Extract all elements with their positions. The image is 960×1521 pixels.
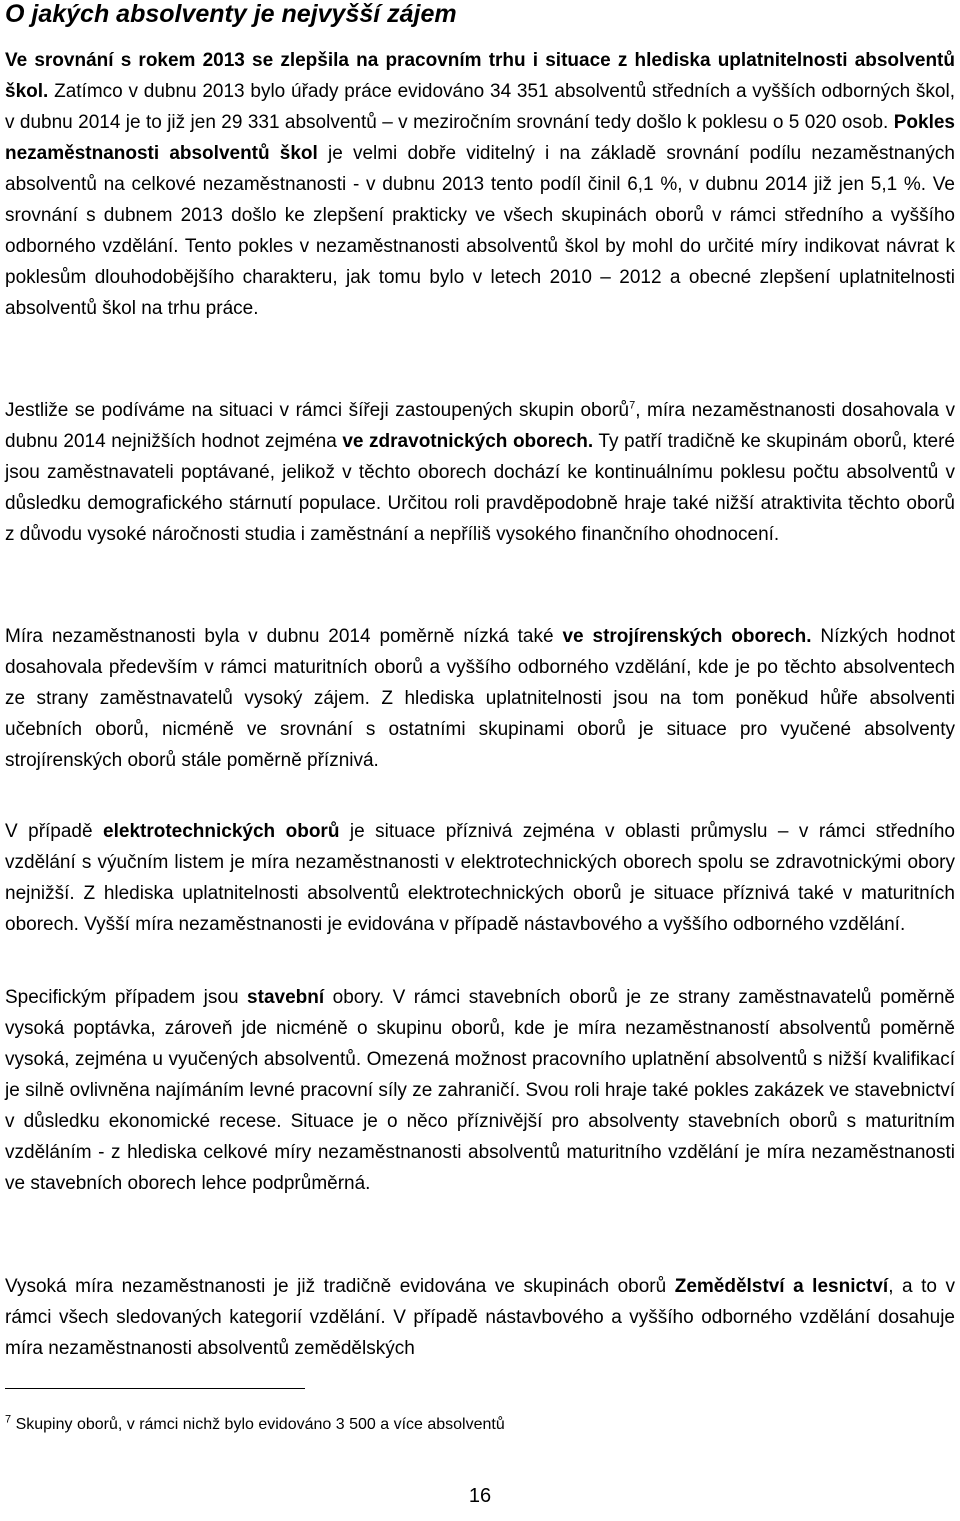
bold-text: ve strojírenských oborech. bbox=[562, 626, 812, 647]
paragraph-5 bbox=[5, 982, 955, 1199]
bold-text: Zemědělství a lesnictví bbox=[674, 1276, 889, 1297]
footnote-text: Skupiny oborů, v rámci nichž bylo evidováno 3 500 a více absolventů bbox=[11, 1416, 505, 1433]
bold-text: elektrotechnických oborů bbox=[103, 821, 340, 842]
paragraph-2 bbox=[5, 395, 955, 550]
text: je situace příznivá zejména v oblasti průmyslu – v rámci středního vzdělání s výučním listem je míra nezaměstnanosti v elektrotechnických oborech spolu se zdravotnickými obory nejnižší. Z hlediska uplatnitelnosti absolventů elektrotechnických oborů je situace příznivá také v maturitních oborech. Vyšší míra nezaměstnanosti je evidována v případě nástavbového a vyššího odborného vzdělání. bbox=[5, 821, 955, 935]
bold-text: Pokles nezaměstnanosti absolventů škol bbox=[5, 112, 955, 164]
text: Jestliže se podíváme na situaci v rámci šířeji zastoupených skupin oborů bbox=[5, 400, 630, 421]
footnote bbox=[5, 1414, 505, 1436]
paragraph-6 bbox=[5, 1271, 955, 1364]
text: V případě bbox=[5, 821, 104, 842]
page-number: 16 bbox=[468, 1485, 492, 1507]
bold-text: stavební bbox=[247, 987, 325, 1008]
text: je velmi dobře viditelný i na základě srovnání podílu nezaměstnaných absolventů na celkové nezaměstnanosti - v dubnu 2013 tento podíl činil 6,1 %, v dubnu 2014 již jen 5,1 %. Ve srovnání s dubnem 2013 došlo ke zlepšení prakticky ve všech skupinách oborů v rámci středního a vyššího odborného vzdělání. Tento pokles v nezaměstnanosti absolventů škol by mohl do určité míry indikovat návrat k poklesům dlouhodobějšího charakteru, jak tomu bylo v letech 2010 – 2012 a obecné zlepšení uplatnitelnosti absolventů škol na trhu práce. bbox=[5, 143, 955, 319]
footnote-reference[interactable]: 7 bbox=[629, 399, 636, 412]
footnote-divider bbox=[5, 1388, 305, 1389]
text: Nízkých hodnot dosahovala především v rámci maturitních oborů a vyššího odborného vzdělání, kde je po těchto absolventech ze strany zaměstnavatelů vysoký zájem. Z hlediska uplatnitelnosti jsou na tom poněkud hůře absolventi učebních oborů, nicméně ve srovnání s ostatními skupinami oborů je situace pro vyučené absolventy strojírenských oborů stále poměrně příznivá. bbox=[5, 626, 955, 771]
bold-text: ve zdravotnických oborech. bbox=[342, 431, 594, 452]
text: , a to v rámci všech sledovaných kategorií vzdělání. V případě nástavbového a vyššího odborného vzdělání dosahuje míra nezaměstnanosti absolventů zemědělských bbox=[5, 1276, 955, 1359]
text: obory. V rámci stavebních oborů je ze strany zaměstnavatelů poměrně vysoká poptávka, zároveň jde nicméně o skupinu oborů, kde je míra nezaměstnaností absolventů poměrně vysoká, zejména u vyučených absolventů. Omezená možnost pracovního uplatnění absolventů s nižší kvalifikací je silně ovlivněna najímáním levné pracovní síly ze zahraničí. Svou roli hraje také pokles zakázek ve stavebnictví v důsledku ekonomické recese. Situace je o něco příznivější pro absolventy stavebních oborů s maturitním vzděláním - z hlediska celkové míry nezaměstnanosti absolventů maturitního vzdělání je míra nezaměstnanosti ve stavebních oborech lehce podprůměrná. bbox=[5, 987, 955, 1194]
text: Ty patří tradičně ke skupinám oborů, které jsou zaměstnavateli poptávané, jelikož v těchto oborech dochází ke kontinuálnímu poklesu počtu absolventů v důsledku demografického stárnutí populace. Určitou roli pravděpodobně hraje také nižší atraktivita těchto oborů z důvodu vysoké náročnosti studia i zaměstnání a nepříliš vysokého finančního ohodnocení. bbox=[5, 431, 955, 545]
paragraph-3 bbox=[5, 621, 955, 776]
text: Zatímco v dubnu 2013 bylo úřady práce evidováno 34 351 absolventů středních a vyšších odborných škol, v dubnu 2014 je to již jen 29 331 absolventů – v meziročním srovnání tedy došlo k poklesu o 5 020 osob. bbox=[5, 81, 955, 133]
paragraph-4 bbox=[5, 816, 955, 940]
text: , míra nezaměstnanosti dosahovala v dubnu 2014 nejnižších hodnot zejména bbox=[5, 400, 955, 452]
bold-text: Ve srovnání s rokem 2013 se zlepšila na pracovním trhu i situace z hlediska uplatnitelnosti absolventů škol. bbox=[5, 50, 955, 102]
text: Specifickým případem jsou bbox=[5, 987, 248, 1008]
footnote-marker: 7 bbox=[5, 1413, 12, 1426]
paragraph-1 bbox=[5, 45, 955, 324]
text: Míra nezaměstnanosti byla v dubnu 2014 poměrně nízká také bbox=[5, 626, 563, 647]
text: Vysoká míra nezaměstnanosti je již tradičně evidována ve skupinách oborů bbox=[5, 1276, 675, 1297]
section-heading: O jakých absolventy je nejvyšší zájem bbox=[5, 0, 457, 28]
